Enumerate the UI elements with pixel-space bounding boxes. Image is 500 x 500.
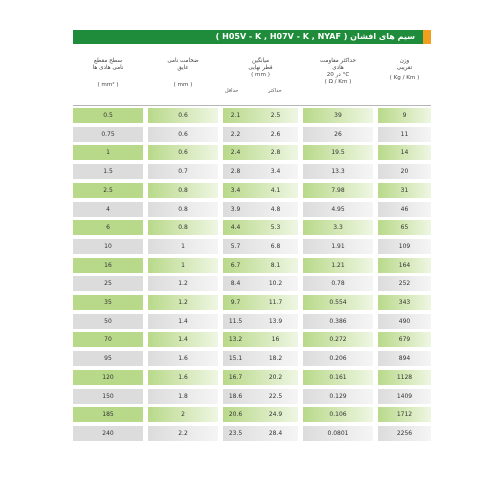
cell-diameter-max: 6.8 xyxy=(270,242,281,250)
table-row xyxy=(73,295,431,311)
cell-cross-section: 240 xyxy=(102,429,114,437)
cell-cross-section: 25 xyxy=(104,280,112,288)
cell-weight: 679 xyxy=(398,336,411,344)
cell-resistance: 0.129 xyxy=(329,392,347,400)
cell-diameter-min: 23.5 xyxy=(228,429,243,437)
cell-cross-section: 16 xyxy=(104,261,112,269)
table-row xyxy=(73,108,431,124)
table-row xyxy=(73,183,431,199)
cell-resistance: 0.78 xyxy=(331,280,345,288)
table-row xyxy=(73,220,431,236)
cell-weight: 20 xyxy=(400,168,409,176)
header-cross-section-line2: نامی هادی ها xyxy=(92,65,124,71)
cell-insulation: 1.8 xyxy=(178,392,188,400)
cell-cross-section: 150 xyxy=(102,392,114,400)
cell-insulation: 0.7 xyxy=(178,168,188,176)
cell-weight: 343 xyxy=(398,299,411,306)
header-insulation-line1: ضخامت نامی xyxy=(167,58,199,64)
cell-resistance: 0.386 xyxy=(329,317,347,325)
cell-resistance: 1.21 xyxy=(331,261,345,269)
cell-weight: 1712 xyxy=(396,411,413,419)
cell-diameter-max: 28.4 xyxy=(268,429,283,437)
cell-diameter-min: 4.4 xyxy=(230,224,241,232)
table-title-banner xyxy=(73,30,423,44)
cell-insulation: 1.6 xyxy=(178,355,188,363)
cell-insulation: 2 xyxy=(181,411,185,419)
cell-cross-section: 1.5 xyxy=(103,168,113,176)
table-row xyxy=(73,314,431,330)
cell-insulation: 0.8 xyxy=(178,186,188,194)
cell-diameter-max: 2.6 xyxy=(270,130,281,138)
header-diameter-max: حداکثر xyxy=(268,88,282,94)
cell-resistance: 1.91 xyxy=(331,242,345,250)
cell-diameter-min: 16.7 xyxy=(228,373,243,381)
cell-resistance: 0.161 xyxy=(329,373,347,381)
table-title: سیم های افشان ( H05V - K , H07V - K , NYAF ) xyxy=(215,32,415,41)
cell-resistance: 0.272 xyxy=(329,336,347,344)
cell-cross-section: 95 xyxy=(104,355,112,363)
header-resistance xyxy=(303,58,373,108)
cell-cross-section: 0.5 xyxy=(103,112,113,119)
cell-insulation: 0.8 xyxy=(178,205,188,213)
cell-insulation: 0.8 xyxy=(178,224,188,232)
cell-cross-section: 50 xyxy=(104,317,112,325)
header-divider xyxy=(73,105,431,106)
cell-diameter-max: 8.1 xyxy=(270,261,281,269)
header-diameter-line1: میانگین xyxy=(252,58,269,64)
cell-weight: 65 xyxy=(400,224,409,232)
cell-insulation: 0.6 xyxy=(178,149,188,157)
header-insulation-line2: عایق xyxy=(177,65,189,71)
cell-diameter-min: 11.5 xyxy=(228,317,243,325)
cell-cross-section: 0.75 xyxy=(101,130,115,138)
cell-cross-section: 1 xyxy=(106,149,110,157)
cell-diameter-min: 2.1 xyxy=(230,112,241,119)
cell-insulation: 1.4 xyxy=(178,336,188,344)
header-cross-section-line1: سطح مقطع xyxy=(93,58,123,64)
cell-weight: 252 xyxy=(398,280,411,288)
cell-diameter-min: 5.7 xyxy=(230,242,241,250)
cell-resistance: 7.98 xyxy=(331,186,345,194)
cell-diameter-max: 4.8 xyxy=(270,205,281,213)
cell-diameter-min: 9.7 xyxy=(230,299,241,306)
table-row xyxy=(73,332,431,348)
title-accent-bar xyxy=(423,30,431,44)
header-diameter xyxy=(223,58,298,108)
header-weight-unit: ( Kg / Km ) xyxy=(389,75,420,81)
header-diameter-line2: قطر نهایی xyxy=(248,65,273,71)
cell-resistance: 13.3 xyxy=(331,168,345,176)
table-row xyxy=(73,127,431,143)
cell-diameter-max: 16 xyxy=(271,336,280,344)
table-row xyxy=(73,145,431,161)
cell-weight: 31 xyxy=(400,186,409,194)
cell-insulation: 1.2 xyxy=(178,299,188,306)
cell-cross-section: 6 xyxy=(106,224,110,232)
cell-insulation: 1 xyxy=(181,261,185,269)
cell-resistance: 0.206 xyxy=(329,355,347,363)
cell-insulation: 0.6 xyxy=(178,112,188,119)
cell-resistance: 26 xyxy=(334,130,342,138)
header-insulation xyxy=(148,58,218,108)
cell-diameter-max: 10.2 xyxy=(268,280,283,288)
cell-cross-section: 185 xyxy=(102,411,114,419)
cell-resistance: 0.554 xyxy=(329,299,347,306)
cell-weight: 164 xyxy=(398,261,411,269)
cell-diameter-min: 6.7 xyxy=(230,261,241,269)
table-row xyxy=(73,389,431,405)
cell-diameter-max: 11.7 xyxy=(268,299,283,306)
cell-resistance: 0.0801 xyxy=(327,429,349,437)
cell-insulation: 1 xyxy=(181,242,185,250)
table-row xyxy=(73,370,431,386)
cell-diameter-min: 2.2 xyxy=(230,130,241,138)
table-row xyxy=(73,202,431,218)
cell-cross-section: 70 xyxy=(104,336,112,344)
table-row xyxy=(73,164,431,180)
cell-diameter-max: 24.9 xyxy=(268,411,283,419)
header-weight-line1: وزن xyxy=(399,58,410,64)
cell-diameter-max: 2.5 xyxy=(270,112,281,119)
cell-diameter-max: 18.2 xyxy=(268,355,283,363)
cell-cross-section: 2.5 xyxy=(103,186,113,194)
cell-weight: 894 xyxy=(398,355,411,363)
table-row xyxy=(73,426,431,442)
cell-weight: 109 xyxy=(398,242,411,250)
header-diameter-unit: ( mm ) xyxy=(251,72,270,78)
cell-diameter-max: 22.5 xyxy=(268,392,283,400)
cell-weight: 11 xyxy=(400,130,409,138)
cell-diameter-min: 2.8 xyxy=(230,168,241,176)
cell-diameter-min: 18.6 xyxy=(228,392,243,400)
table-row xyxy=(73,239,431,255)
cell-diameter-min: 3.4 xyxy=(230,186,241,194)
cell-resistance: 19.5 xyxy=(331,149,345,157)
cell-diameter-max: 13.9 xyxy=(268,317,283,325)
cell-diameter-max: 5.3 xyxy=(270,224,281,232)
cell-cross-section: 10 xyxy=(104,242,112,250)
cell-diameter-max: 3.4 xyxy=(270,168,281,176)
cell-cross-section: 4 xyxy=(106,205,110,213)
cell-insulation: 1.2 xyxy=(178,280,188,288)
cell-weight: 1128 xyxy=(396,373,413,381)
cell-resistance: 0.106 xyxy=(329,411,347,419)
header-resistance-line2: هادی xyxy=(332,65,344,71)
cell-diameter-min: 2.4 xyxy=(230,149,241,157)
cell-weight: 490 xyxy=(398,317,411,325)
header-weight-line2: تقریبی xyxy=(396,65,413,71)
cell-diameter-min: 8.4 xyxy=(230,280,241,288)
header-resistance-line1: حداکثر مقاومت xyxy=(320,58,356,64)
cell-diameter-max: 4.1 xyxy=(270,186,281,194)
table-row xyxy=(73,407,431,423)
cell-weight: 2256 xyxy=(396,429,413,437)
cell-diameter-min: 20.6 xyxy=(228,411,243,419)
cell-insulation: 0.6 xyxy=(178,130,188,138)
header-cross-section-unit: ( mm² ) xyxy=(97,82,119,88)
cell-weight: 9 xyxy=(402,112,407,119)
cell-resistance: 39 xyxy=(334,112,342,119)
cell-insulation: 1.6 xyxy=(178,373,188,381)
cell-diameter-min: 15.1 xyxy=(228,355,243,363)
cell-diameter-min: 13.2 xyxy=(228,336,243,344)
cell-insulation: 2.2 xyxy=(178,429,188,437)
cell-diameter-max: 2.8 xyxy=(270,149,281,157)
header-diameter-min: حداقل xyxy=(225,88,239,94)
cell-resistance: 4.95 xyxy=(331,205,345,213)
header-weight xyxy=(378,58,431,108)
table-row xyxy=(73,276,431,292)
cell-weight: 46 xyxy=(400,205,409,213)
cell-diameter-min: 3.9 xyxy=(230,205,241,213)
table-row xyxy=(73,351,431,367)
table-row xyxy=(73,258,431,274)
header-cross-section xyxy=(73,58,143,108)
cell-insulation: 1.4 xyxy=(178,317,188,325)
cell-weight: 14 xyxy=(400,149,409,157)
cell-weight: 1409 xyxy=(396,392,413,400)
cell-cross-section: 35 xyxy=(104,299,112,306)
header-resistance-unit: ( Ω / Km ) xyxy=(324,79,352,85)
cell-diameter-max: 20.2 xyxy=(268,373,283,381)
header-insulation-unit: ( mm ) xyxy=(173,82,193,88)
cell-cross-section: 120 xyxy=(102,373,114,381)
header-resistance-line3: در 20 °C xyxy=(326,72,350,78)
cell-resistance: 3.3 xyxy=(333,224,343,232)
